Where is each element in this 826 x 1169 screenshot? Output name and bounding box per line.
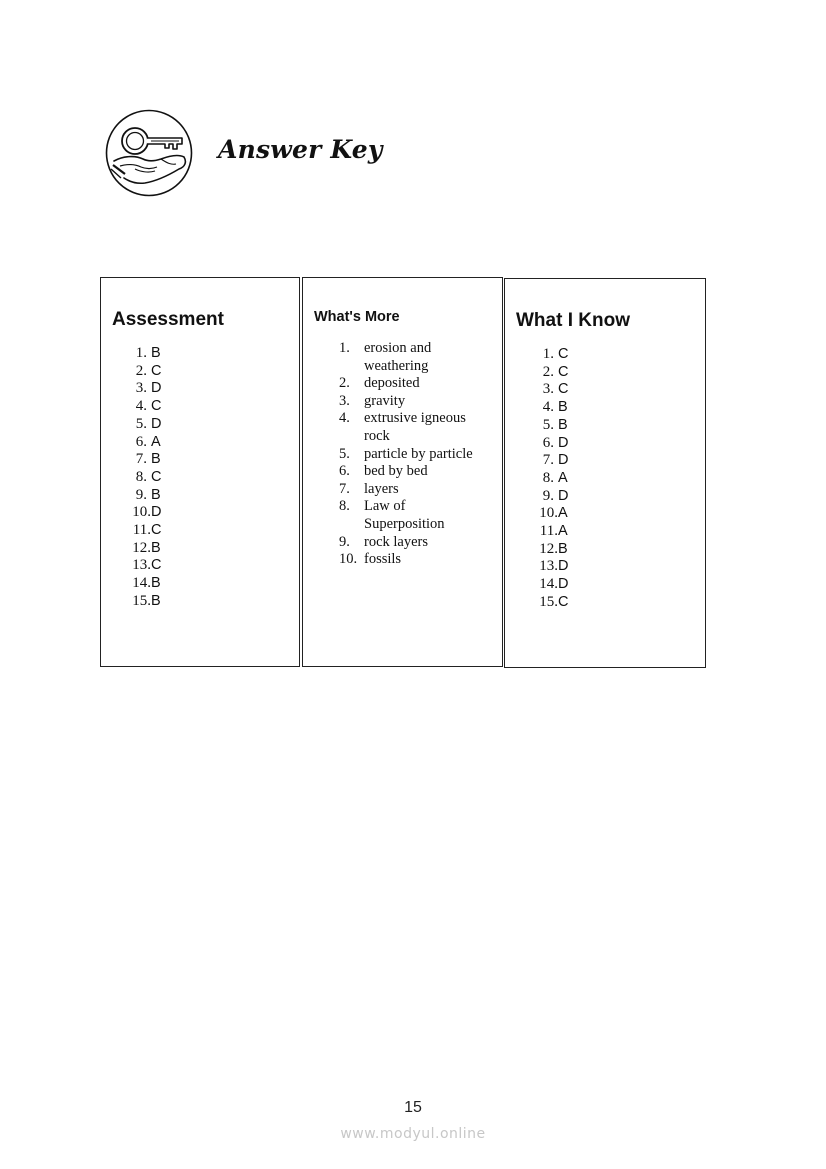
answer-number: 6. [339, 463, 350, 480]
answer-item [339, 375, 489, 393]
answer-number: 5. [135, 415, 147, 432]
whats-more-panel [302, 277, 503, 667]
what-i-know-title: What I Know [516, 310, 630, 331]
answer-number: 8. [542, 469, 554, 486]
answer-number: 1. [339, 340, 350, 356]
answer-value: deposited [364, 375, 420, 392]
answer-value: C [558, 363, 569, 380]
whats-more-answer-list [339, 340, 489, 569]
answer-value: A [558, 505, 568, 522]
answer-number: 14. [132, 575, 151, 592]
answer-item [339, 498, 489, 533]
answer-item [533, 558, 568, 576]
answer-number: 15. [539, 593, 558, 610]
answer-number: 11. [132, 522, 151, 539]
watermark: www.modyul.online [340, 1126, 486, 1142]
answer-value: B [151, 592, 161, 609]
answer-value: fossils [364, 551, 402, 568]
answer-number: 4. [135, 398, 147, 415]
answer-value: A [151, 433, 161, 450]
answer-item [533, 594, 568, 612]
answer-item [126, 504, 161, 522]
answer-item [126, 557, 161, 575]
answer-number: 8. [135, 468, 147, 485]
answer-value: C [151, 398, 162, 415]
answer-value: B [151, 345, 161, 361]
answer-number: 1. [135, 345, 147, 361]
answer-number: 3. [339, 392, 350, 409]
answer-value: B [558, 540, 568, 557]
answer-item [126, 469, 161, 487]
answer-item [126, 593, 161, 611]
answer-item [339, 551, 489, 569]
answer-number: 10. [339, 551, 358, 568]
whats-more-title: What's More [314, 309, 400, 325]
answer-item [533, 435, 568, 453]
answer-item [533, 399, 568, 417]
answer-value: C [151, 468, 162, 485]
answer-number: 13. [539, 558, 558, 575]
answer-value: C [558, 381, 569, 398]
answer-item [339, 481, 489, 499]
answer-item [533, 381, 568, 399]
answer-number: 10. [132, 504, 151, 521]
answer-value: erosion and weathering [364, 340, 432, 374]
answer-value: D [558, 558, 569, 575]
answer-number: 8. [339, 498, 350, 515]
answer-number: 2. [542, 363, 554, 380]
answer-value: D [558, 452, 569, 469]
answer-item [533, 541, 568, 559]
answer-item [533, 417, 568, 435]
answer-value: D [558, 487, 569, 504]
answer-value: C [558, 346, 569, 362]
answer-number: 3. [135, 380, 147, 397]
answer-item [533, 488, 568, 506]
answer-value: particle by particle [364, 445, 473, 462]
answer-item [126, 487, 161, 505]
answer-number: 4. [542, 399, 554, 416]
answer-value: C [151, 522, 162, 539]
answer-number: 14. [539, 576, 558, 593]
answer-number: 11. [539, 523, 558, 540]
answer-item [339, 446, 489, 464]
answer-value: C [151, 362, 162, 379]
answer-value: A [558, 523, 568, 540]
answer-item [533, 576, 568, 594]
answer-number: 6. [542, 434, 554, 451]
answer-value: extrusive igneous rock [364, 410, 466, 444]
answer-item [126, 380, 161, 398]
answer-number: 6. [135, 433, 147, 450]
answer-number: 12. [539, 540, 558, 557]
answer-number: 15. [132, 592, 151, 609]
answer-value: D [151, 380, 162, 397]
answer-value: B [151, 451, 161, 468]
answer-item [126, 575, 161, 593]
answer-number: 5. [339, 445, 350, 462]
answer-item [533, 505, 568, 523]
answer-number: 7. [542, 452, 554, 469]
answer-value: layers [364, 480, 399, 497]
answer-value: C [558, 593, 569, 610]
answer-value: B [151, 575, 161, 592]
what-i-know-panel [504, 278, 706, 668]
answer-item [126, 363, 161, 381]
answer-item [339, 393, 489, 411]
answer-value: bed by bed [364, 463, 428, 480]
answer-value: gravity [364, 392, 406, 409]
answer-number: 7. [339, 480, 350, 497]
answer-value: D [151, 415, 162, 432]
answer-item [126, 451, 161, 469]
answer-item [126, 416, 161, 434]
answer-item [533, 452, 568, 470]
answer-item [533, 523, 568, 541]
answer-item [126, 345, 161, 363]
answer-value: B [558, 416, 568, 433]
assessment-title: Assessment [112, 309, 224, 330]
answer-number: 7. [135, 451, 147, 468]
assessment-answer-list [126, 345, 161, 611]
answer-value: rock layers [364, 533, 429, 550]
answer-item [126, 522, 161, 540]
answer-value: D [558, 576, 569, 593]
answer-number: 9. [542, 487, 554, 504]
answer-value: D [558, 434, 569, 451]
answer-value: A [558, 469, 568, 486]
answer-item [533, 470, 568, 488]
answer-item [533, 346, 568, 364]
assessment-panel [100, 277, 300, 667]
answer-item [339, 410, 489, 445]
answer-number: 1. [542, 346, 554, 362]
answer-number: 13. [132, 557, 151, 574]
answer-number: 9. [339, 533, 350, 550]
answer-value: C [151, 557, 162, 574]
answer-number: 3. [542, 381, 554, 398]
key-in-hand-icon [105, 109, 193, 197]
answer-item [339, 340, 489, 375]
answer-item [126, 398, 161, 416]
answer-item [339, 534, 489, 552]
page-number: 15 [404, 1099, 422, 1116]
answer-number: 9. [135, 486, 147, 503]
answer-item [126, 434, 161, 452]
answer-value: Law of Superposition [364, 498, 445, 532]
answer-item [126, 540, 161, 558]
answer-number: 12. [132, 539, 151, 556]
answer-item [339, 463, 489, 481]
answer-number: 2. [339, 375, 350, 392]
answer-value: B [558, 399, 568, 416]
answer-number: 10. [539, 505, 558, 522]
answer-item [533, 364, 568, 382]
page-title: Answer Key [218, 135, 383, 164]
answer-value: B [151, 486, 161, 503]
answer-number: 5. [542, 416, 554, 433]
answer-value: B [151, 539, 161, 556]
answer-value: D [151, 504, 162, 521]
answer-number: 2. [135, 362, 147, 379]
what-i-know-answer-list [533, 346, 568, 612]
answer-number: 4. [339, 410, 350, 427]
